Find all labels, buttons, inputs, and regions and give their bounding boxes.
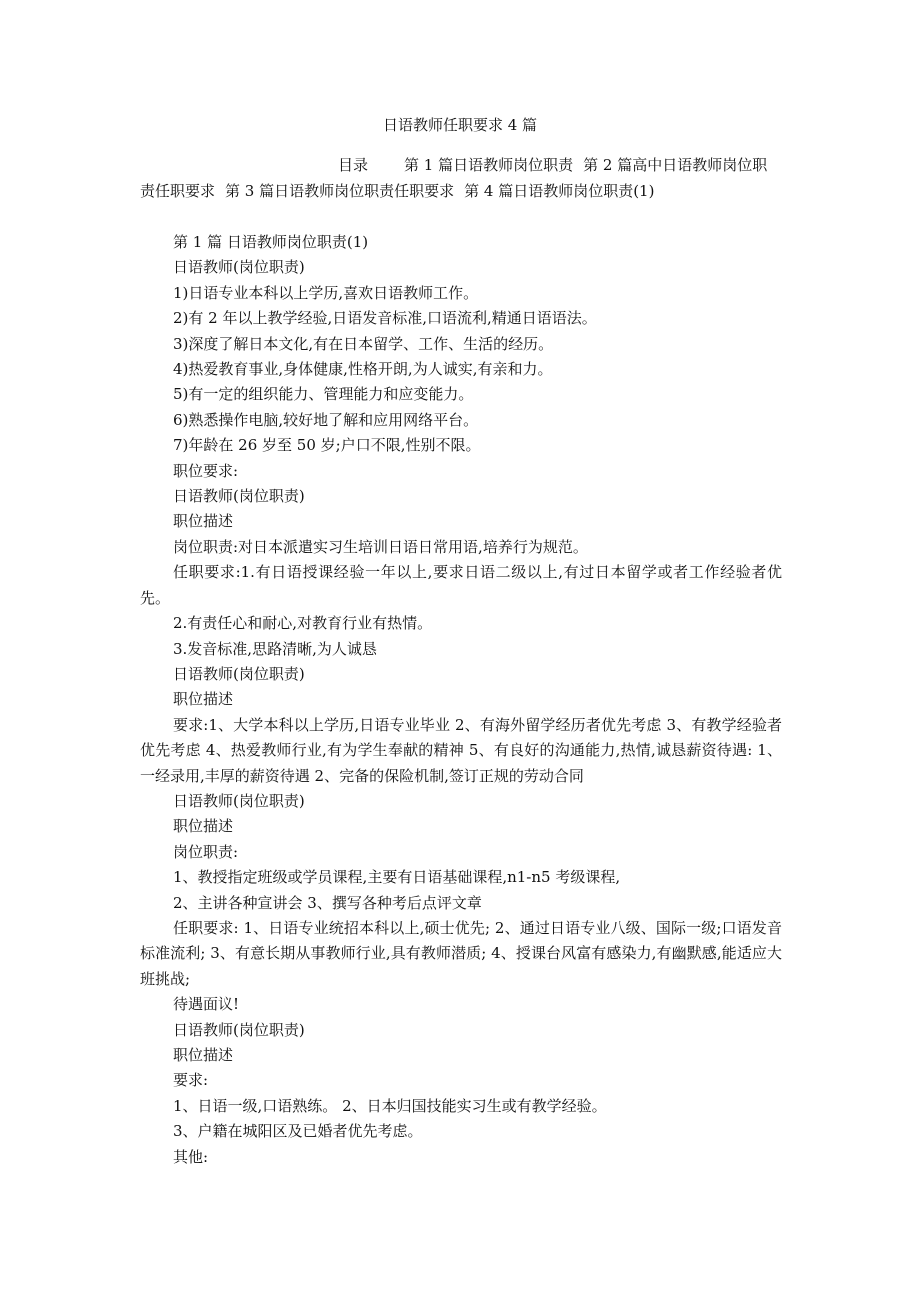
requirement-item: 1、日语一级,口语熟练。 2、日本归国技能实习生或有教学经验。 <box>173 1096 607 1115</box>
subheading: 岗位职责: <box>173 842 239 861</box>
subheading: 职位描述 <box>173 690 234 709</box>
table-of-contents <box>140 152 782 204</box>
requirement-item: 2、主讲各种宣讲会 3、撰写各种考后点评文章 <box>173 893 482 912</box>
requirement-item: 5)有一定的组织能力、管理能力和应变能力。 <box>173 385 474 404</box>
requirement-item: 7)年龄在 26 岁至 50 岁;户口不限,性别不限。 <box>173 436 481 455</box>
paragraph: 要求:1、大学本科以上学历,日语专业毕业 2、有海外留学经历者优先考虑 3、有教学经验者优先考虑 4、热爱教师行业,有为学生奉献的精神 5、有良好的沟通能力,热情,诚恳薪资待遇: 1、一经录用,丰厚的薪资待遇 2、完备的保险机制,签订正规的劳动合同 <box>140 715 782 785</box>
subheading: 要求: <box>173 1071 209 1090</box>
requirement-item: 2.有责任心和耐心,对教育行业有热情。 <box>173 614 433 633</box>
requirement-item: 1、教授指定班级或学员课程,主要有日语基础课程,n1-n5 考级课程, <box>173 868 621 887</box>
toc-item: 第 1 篇日语教师岗位职责 <box>404 156 574 174</box>
toc-item: 第 2 篇高中日语教师岗位职责任职要求 <box>140 156 768 200</box>
toc-item: 第 4 篇日语教师岗位职责(1) <box>464 182 655 200</box>
requirement-item: 3.发音标准,思路清晰,为人诚恳 <box>173 639 377 658</box>
job-title: 日语教师(岗位职责) <box>173 791 305 810</box>
subheading: 职位描述 <box>173 1046 234 1064</box>
paragraph: 待遇面议! <box>173 995 240 1014</box>
section-heading: 第 1 篇 日语教师岗位职责(1) <box>173 233 369 251</box>
requirement-item: 1)日语专业本科以上学历,喜欢日语教师工作。 <box>173 283 479 302</box>
subheading: 其他: <box>173 1147 209 1166</box>
requirement-item: 3、户籍在城阳区及已婚者优先考虑。 <box>173 1122 423 1141</box>
requirement-item: 6)熟悉操作电脑,较好地了解和应用网络平台。 <box>173 410 479 429</box>
job-title: 日语教师(岗位职责) <box>173 1020 305 1039</box>
job-title: 日语教师(岗位职责) <box>173 258 305 277</box>
paragraph: 任职要求:1.有日语授课经验一年以上,要求日语二级以上,有过日本留学或者工作经验者优先。 <box>140 563 782 607</box>
job-title: 日语教师(岗位职责) <box>173 487 305 506</box>
subheading: 职位描述 <box>173 817 234 836</box>
requirement-item: 2)有 2 年以上教学经验,日语发音标准,口语流利,精通日语语法。 <box>173 309 597 328</box>
toc-label: 目录 <box>338 156 369 174</box>
subheading: 职位要求: <box>173 461 239 480</box>
toc-item: 第 3 篇日语教师岗位职责任职要求 <box>225 182 455 200</box>
job-title: 日语教师(岗位职责) <box>173 664 305 683</box>
document-body <box>140 230 782 1170</box>
subheading: 职位描述 <box>173 512 234 531</box>
paragraph: 任职要求: 1、日语专业统招本科以上,硕士优先; 2、通过日语专业八级、国际一级;口语发音标准流利; 3、有意长期从事教师行业,具有教师潜质; 4、授课台风富有感染力,有幽默感,能适应大班挑战; <box>140 918 782 988</box>
document-title: 日语教师任职要求 4 篇 <box>382 116 538 134</box>
requirement-item: 3)深度了解日本文化,有在日本留学、工作、生活的经历。 <box>173 334 554 353</box>
requirement-item: 4)热爱教育事业,身体健康,性格开朗,为人诚实,有亲和力。 <box>173 360 553 379</box>
paragraph: 岗位职责:对日本派遣实习生培训日语日常用语,培养行为规范。 <box>173 537 588 556</box>
